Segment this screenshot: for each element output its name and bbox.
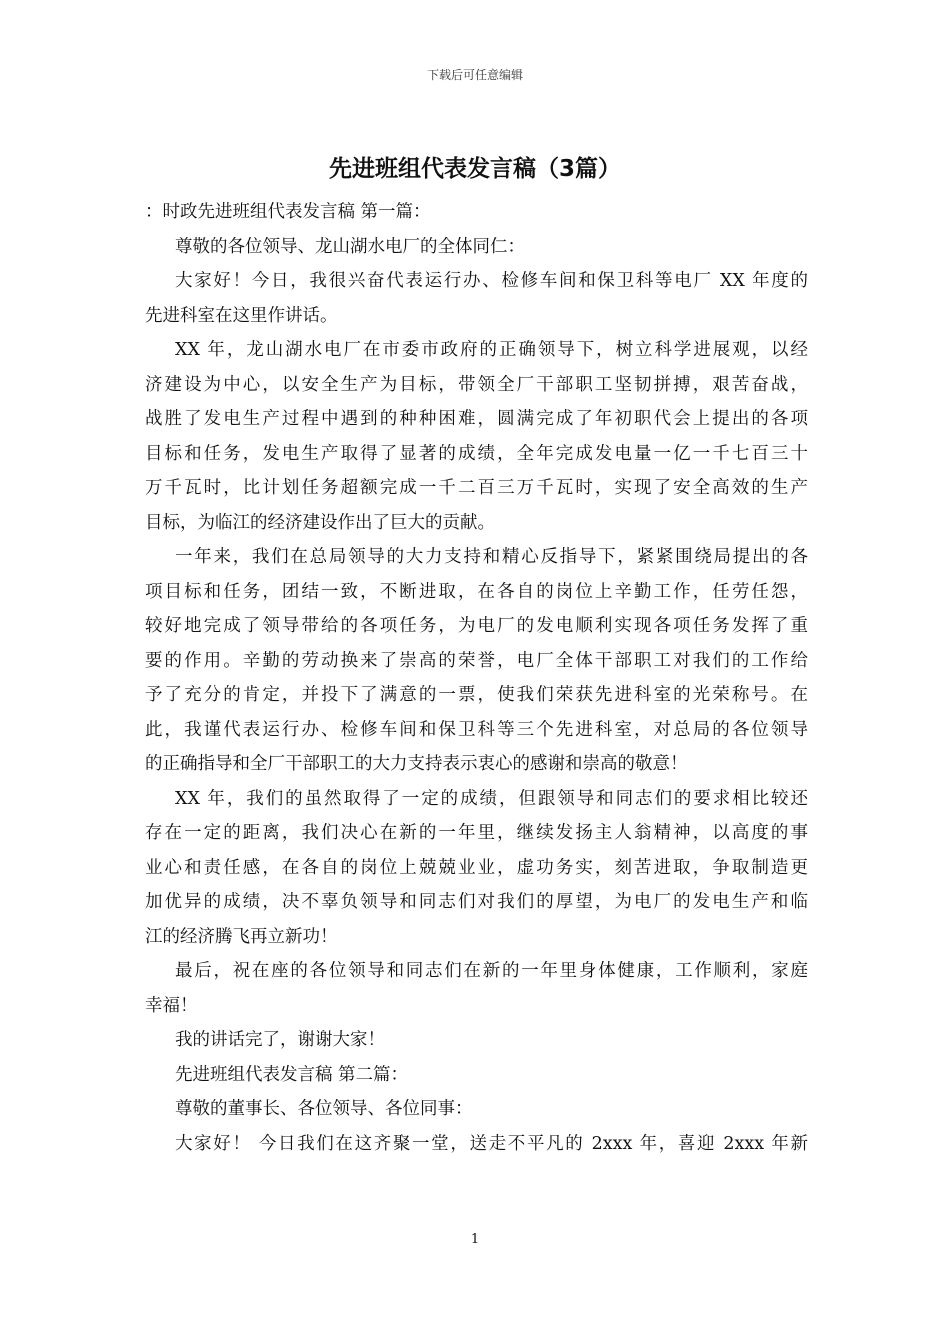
document-body xyxy=(145,195,808,1161)
document-title: 先进班组代表发言稿（3篇） xyxy=(328,156,621,182)
body-text-line: 最后，祝在座的各位领导和同志们在新的一年里身体健康，工作顺利，家庭 xyxy=(175,961,808,981)
body-text-line: 幸福！ xyxy=(145,995,198,1016)
body-text-line: XX 年，龙山湖水电厂在市委市政府的正确领导下，树立科学进展观，以经 xyxy=(175,340,808,360)
body-text-line: 的正确指导和全厂干部职工的大力支持表示衷心的感谢和崇高的敬意！ xyxy=(145,754,688,774)
page-number: 1 xyxy=(470,1232,480,1247)
body-text-line: 此，我谨代表运行办、检修车间和保卫科等三个先进科室，对总局的各位领导 xyxy=(145,719,808,740)
body-text-line: 予了充分的肯定，并投下了满意的一票，使我们荣获先进科室的光荣称号。在 xyxy=(145,685,808,705)
body-text-line: 江的经济腾飞再立新功！ xyxy=(145,926,338,947)
body-text-line: 目标，为临江的经济建设作出了巨大的贡献。 xyxy=(145,512,495,533)
body-text-line: 业心和责任感，在各自的岗位上兢兢业业，虚功务实，刻苦进取，争取制造更 xyxy=(145,857,808,878)
body-text-line: 较好地完成了领导带给的各项任务，为电厂的发电顺利实现各项任务发挥了重 xyxy=(145,616,808,636)
body-text-line: ：时政先进班组代表发言稿 第一篇： xyxy=(145,202,431,222)
body-text-line: 项目标和任务，团结一致，不断进取，在各自的岗位上辛勤工作，任劳任怨， xyxy=(145,581,808,602)
body-text-line: 要的作用。辛勤的劳动换来了崇高的荣誉，电厂全体干部职工对我们的工作给 xyxy=(145,650,808,671)
body-text-line: 我的讲话完了，谢谢大家！ xyxy=(175,1030,385,1050)
body-text-line: 一年来，我们在总局领导的大力支持和精心反指导下，紧紧围绕局提出的各 xyxy=(175,547,808,567)
body-text-line: 加优异的成绩，决不辜负领导和同志们对我们的厚望，为电厂的发电生产和临 xyxy=(145,892,808,912)
body-text-line: 目标和任务，发电生产取得了显著的成绩，全年完成发电量一亿一千七百三十 xyxy=(145,443,808,464)
body-text-line: 大家好！今日，我很兴奋代表运行办、检修车间和保卫科等电厂 XX 年度的 xyxy=(175,271,808,291)
body-text-line: 先进班组代表发言稿 第二篇： xyxy=(175,1064,409,1085)
page-header: 下载后可任意编辑 xyxy=(426,68,523,82)
body-text-line: 大家好！ 今日我们在这齐聚一堂，送走不平凡的 2xxx 年，喜迎 2xxx 年新 xyxy=(175,1133,808,1154)
body-text-line: 尊敬的各位领导、龙山湖水电厂的全体同仁： xyxy=(175,236,525,257)
body-text-line: 尊敬的董事长、各位领导、各位同事： xyxy=(175,1099,473,1119)
body-text-line: XX 年，我们的虽然取得了一定的成绩，但跟领导和同志们的要求相比较还 xyxy=(175,788,808,809)
body-text-line: 战胜了发电生产过程中遇到的种种困难，圆满完成了年初职代会上提出的各项 xyxy=(145,409,808,429)
body-text-line: 先进科室在这里作讲话。 xyxy=(145,305,338,326)
body-text-line: 济建设为中心，以安全生产为目标，带领全厂干部职工坚韧拼搏，艰苦奋战， xyxy=(145,374,808,395)
body-text-line: 万千瓦时，比计划任务超额完成一千二百三万千瓦时，实现了安全高效的生产 xyxy=(145,478,808,498)
body-text-line: 存在一定的距离，我们决心在新的一年里，继续发扬主人翁精神，以高度的事 xyxy=(145,823,808,843)
